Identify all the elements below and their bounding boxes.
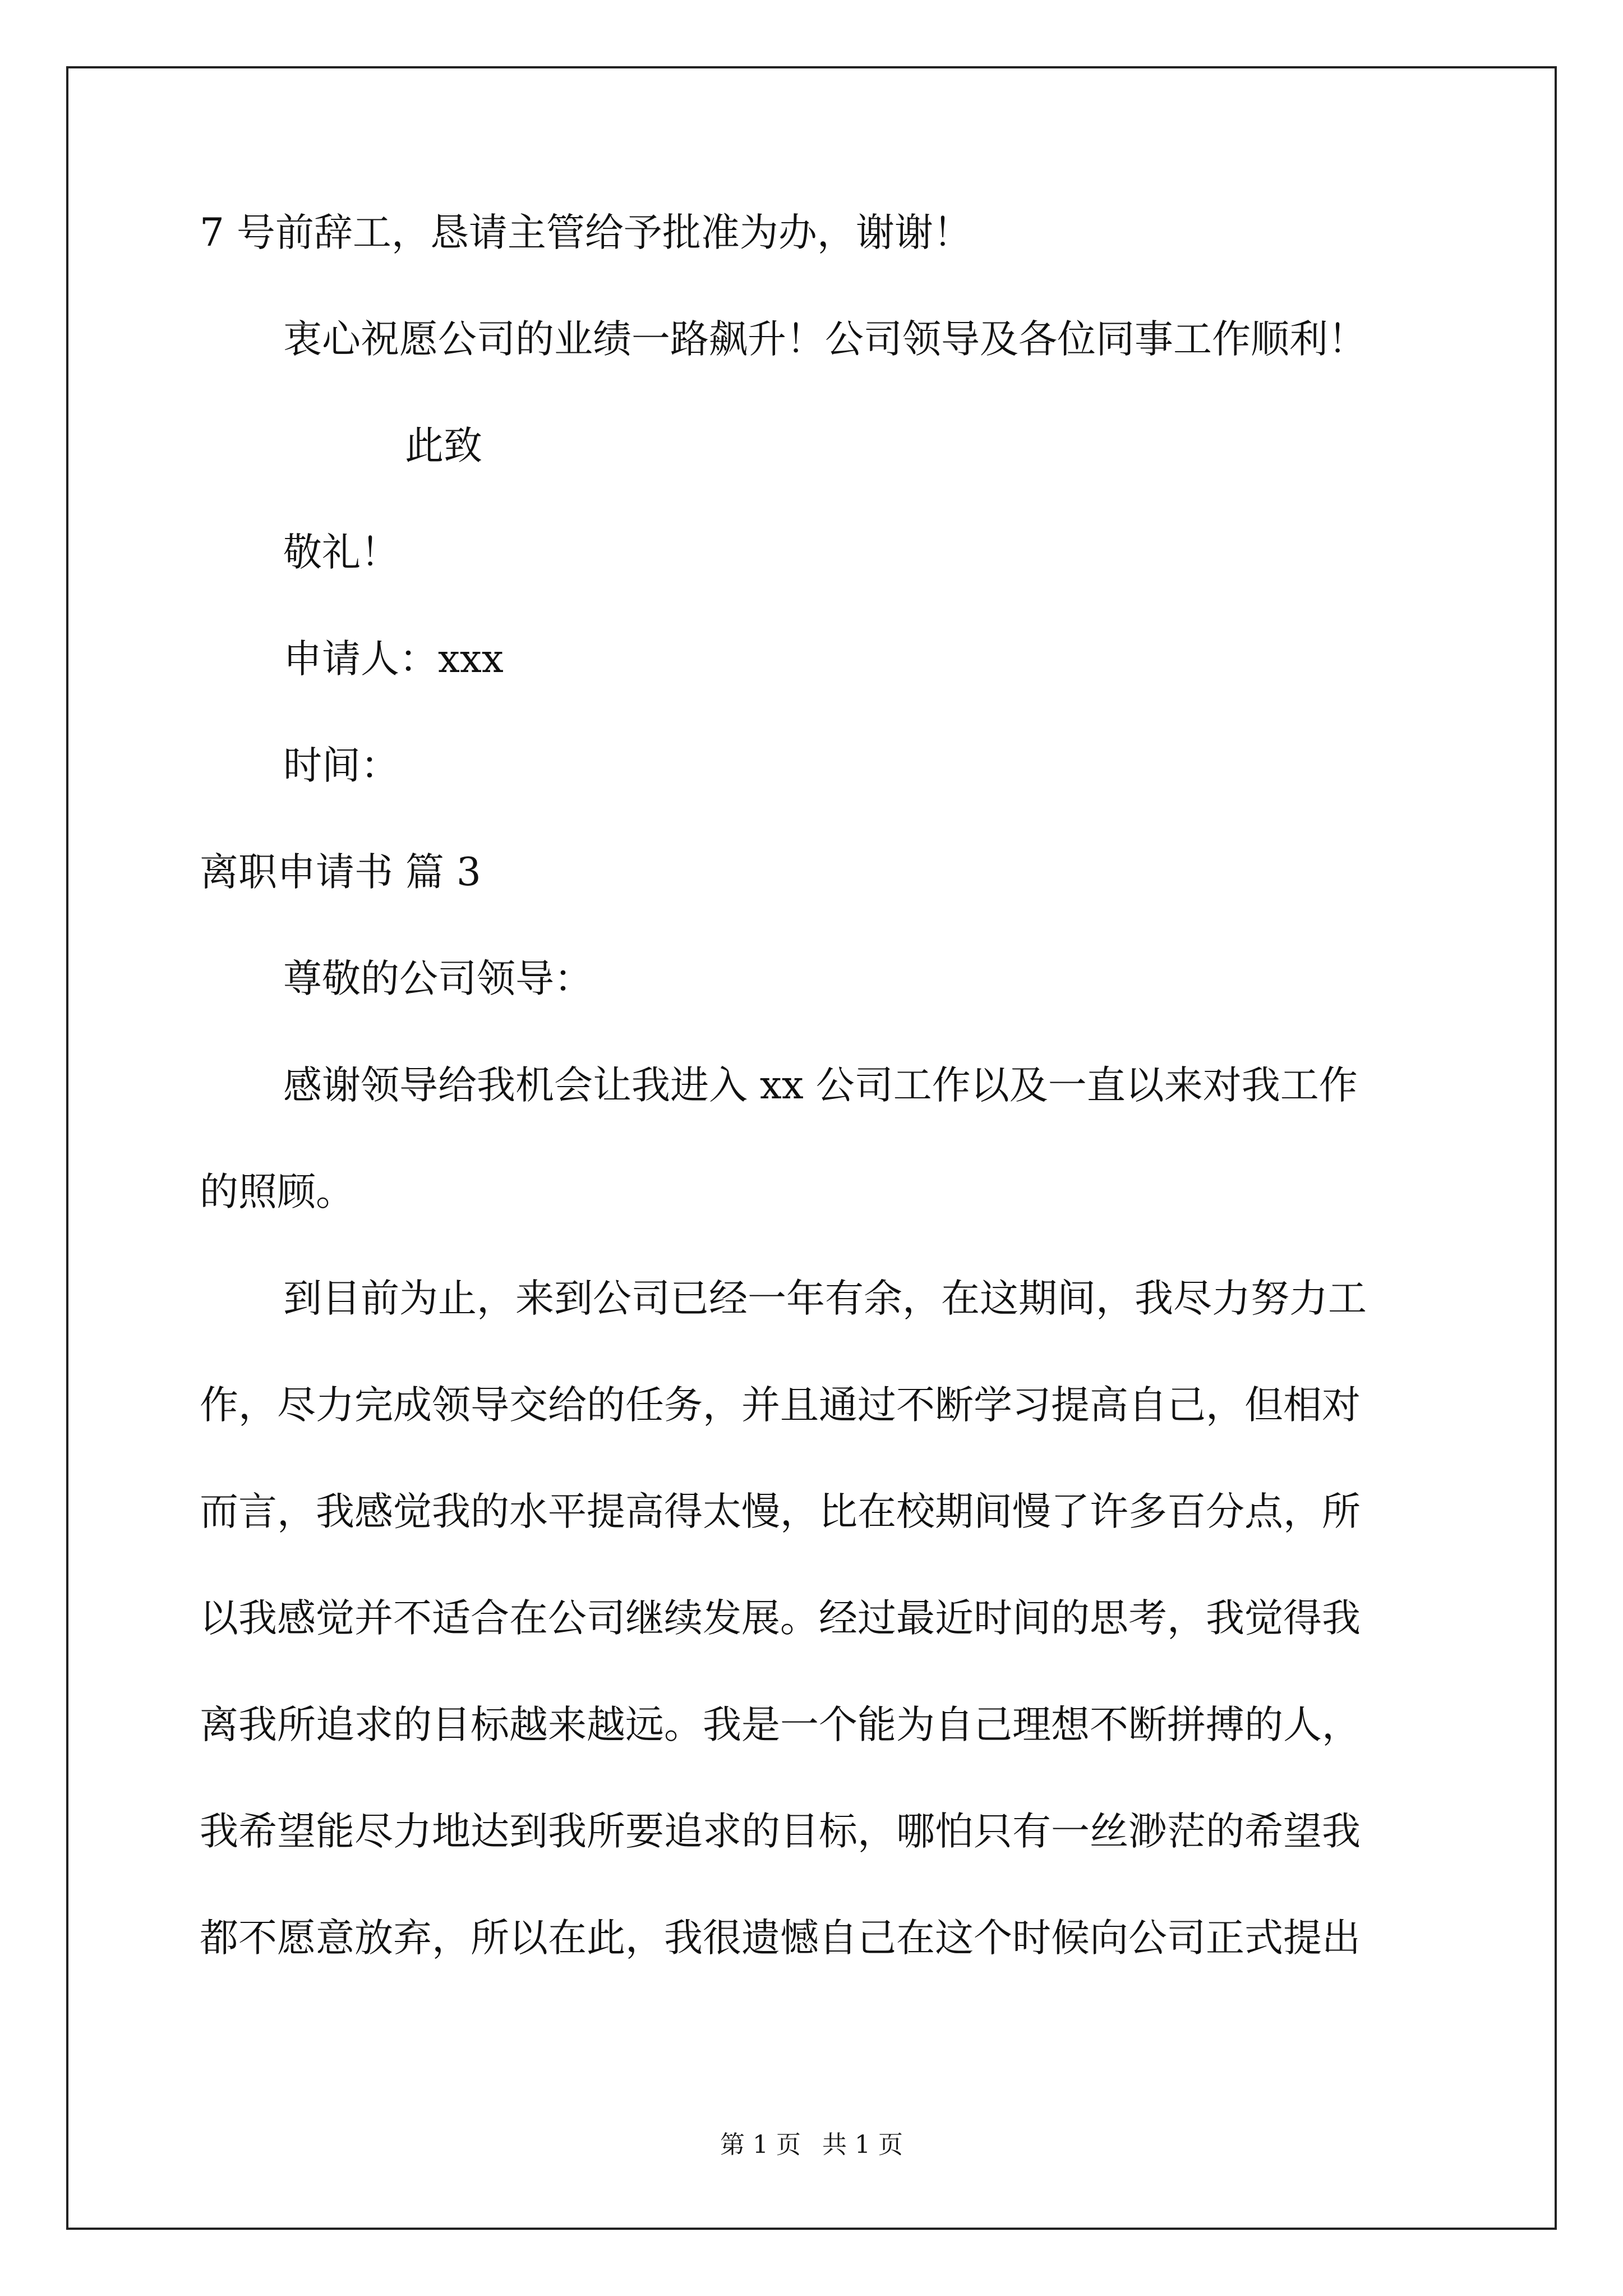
- text-line: 感谢领导给我机会让我进入 xx 公司工作以及一直以来对我工作: [283, 1063, 1358, 1108]
- text-line: 的照顾。: [200, 1170, 354, 1214]
- text-line: 都不愿意放弃，所以在此，我很遗憾自己在这个时候向公司正式提出: [200, 1916, 1361, 1961]
- page-total: 共 1 页: [822, 2131, 903, 2159]
- text-line: 以我感觉并不适合在公司继续发展。经过最近时间的思考，我觉得我: [200, 1596, 1361, 1641]
- page-border: [66, 66, 1557, 2230]
- text-line: 到目前为止，来到公司已经一年有余，在这期间，我尽力努力工: [283, 1276, 1367, 1321]
- applicant-line: 申请人：xxx: [283, 637, 504, 682]
- closing-salutation: 此致: [405, 424, 482, 468]
- text-line: 而言，我感觉我的水平提高得太慢，比在校期间慢了许多百分点，所: [200, 1489, 1361, 1534]
- letter-greeting: 尊敬的公司领导：: [283, 956, 593, 1001]
- text-line: 衷心祝愿公司的业绩一路飙升！公司领导及各位同事工作顺利！: [283, 317, 1367, 362]
- text-line: 我希望能尽力地达到我所要追求的目标，哪怕只有一丝渺茫的希望我: [200, 1809, 1361, 1854]
- text-line: 离我所追求的目标越来越远。我是一个能为自己理想不断拼搏的人，: [200, 1703, 1361, 1747]
- closing-regards: 敬礼！: [283, 530, 399, 575]
- section-heading: 离职申请书 篇 3: [200, 850, 481, 895]
- page-footer: [0, 2129, 1623, 2161]
- date-line: 时间：: [283, 743, 399, 788]
- text-line: 7 号前辞工，恳请主管给予批准为办，谢谢！: [200, 210, 972, 255]
- page-number: 第 1 页: [720, 2131, 801, 2159]
- text-line: 作，尽力完成领导交给的任务，并且通过不断学习提高自己，但相对: [200, 1383, 1361, 1428]
